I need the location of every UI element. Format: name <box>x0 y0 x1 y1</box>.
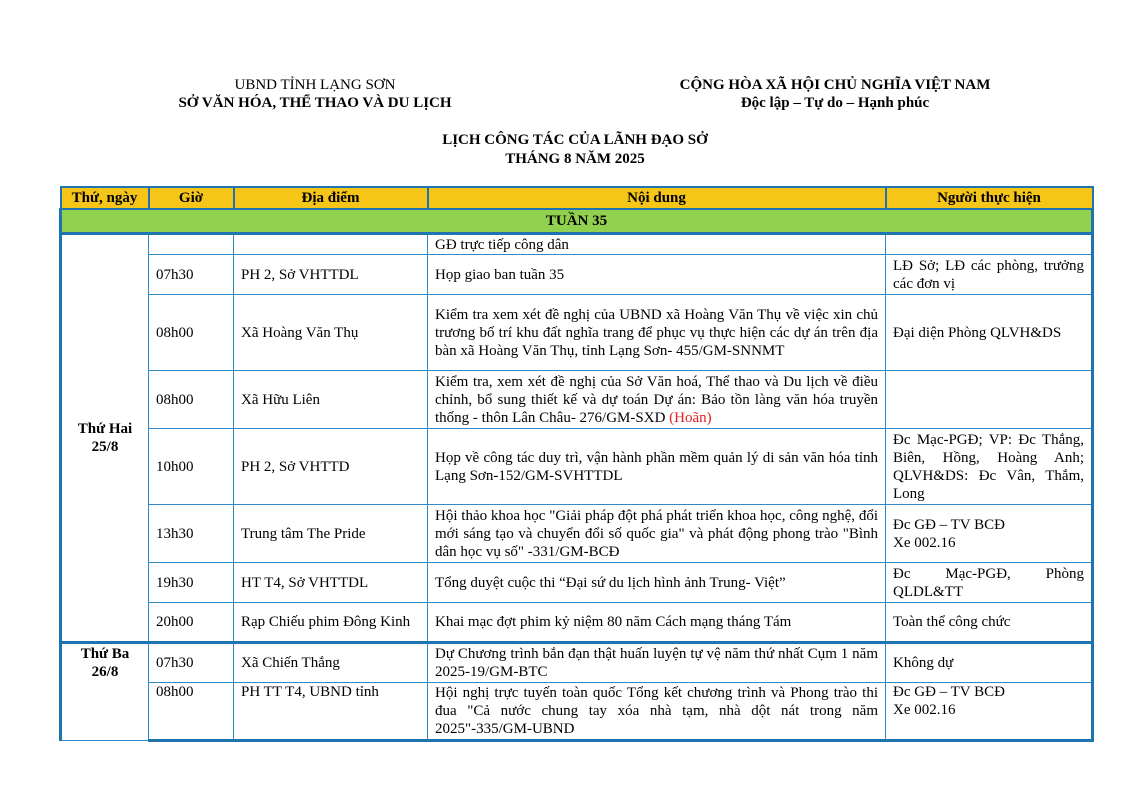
vehicle-line: Xe 002.16 <box>893 534 956 551</box>
day-date: 26/8 <box>91 664 119 680</box>
day-name: Thứ Ba <box>80 646 130 662</box>
content-cell: Tổng duyệt cuộc thi “Đại sứ du lịch hình ảnh Trung- Việt” <box>428 563 886 603</box>
person-cell: Đc Mạc-PGĐ; VP: Đc Thắng, Biên, Hồng, Hoàng Anh; QLVH&DS: Đc Vân, Thắm, Long <box>886 429 1093 505</box>
postponed-note: (Hoãn) <box>669 409 712 426</box>
place-cell: Trung tâm The Pride <box>234 505 428 563</box>
content-cell: Dự Chương trình bắn đạn thật huấn luyện tự vệ năm thứ nhất Cụm 1 năm 2025-19/GM-BTC <box>428 643 886 683</box>
table-row <box>61 429 1093 505</box>
col-header-time: Giờ <box>149 187 234 209</box>
col-header-day: Thứ, ngày <box>61 187 149 209</box>
day-cell-tuesday <box>61 643 149 741</box>
place-cell: Xã Hữu Liên <box>234 371 428 429</box>
vehicle-line: Xe 002.16 <box>893 702 956 718</box>
content-cell: Hội nghị trực tuyến toàn quốc Tổng kết chương trình và Phong trào thi đua "Cả nước chung tay xóa nhà tạm, nhà dột nát trong năm 2025"-335/GM-UBND <box>428 683 886 741</box>
table-row <box>61 643 1093 683</box>
place-cell: Xã Hoàng Văn Thụ <box>234 295 428 371</box>
person-line: Đc GĐ – TV BCĐ <box>893 516 1005 533</box>
person-cell: Đại diện Phòng QLVH&DS <box>886 295 1093 371</box>
place-cell: HT T4, Sở VHTTDL <box>234 563 428 603</box>
place-cell: PH 2, Sở VHTTDL <box>234 255 428 295</box>
content-cell: Họp giao ban tuần 35 <box>428 255 886 295</box>
table-row <box>61 683 1093 741</box>
title-line-2: THÁNG 8 NĂM 2025 <box>505 151 645 167</box>
col-header-content: Nội dung <box>428 187 886 209</box>
time-cell <box>149 234 234 255</box>
content-cell: GĐ trực tiếp công dân <box>428 234 886 255</box>
table-row <box>61 295 1093 371</box>
person-cell <box>886 683 1093 741</box>
time-cell: 20h00 <box>149 603 234 643</box>
national-header <box>630 76 1040 112</box>
table-row <box>61 563 1093 603</box>
document-title <box>300 131 850 169</box>
content-cell: Hội thảo khoa học "Giải pháp đột phá phát triển khoa học, công nghệ, đổi mới sáng tạo và chuyển đổi số quốc gia" và phát động phong trào "Bình dân học vụ số" -331/GM-BCĐ <box>428 505 886 563</box>
time-cell: 07h30 <box>149 255 234 295</box>
person-cell: Không dự <box>886 643 1093 683</box>
place-cell: Rạp Chiếu phim Đông Kinh <box>234 603 428 643</box>
time-cell: 08h00 <box>149 295 234 371</box>
week-label: TUẦN 35 <box>61 209 1093 234</box>
person-cell <box>886 234 1093 255</box>
national-motto: Độc lập – Tự do – Hạnh phúc <box>740 95 930 111</box>
content-cell <box>428 371 886 429</box>
person-cell <box>886 371 1093 429</box>
content-cell: Họp về công tác duy trì, vận hành phần mềm quản lý di sản văn hóa tỉnh Lạng Sơn-152/GM-SVHTTDL <box>428 429 886 505</box>
week-row <box>61 209 1093 234</box>
country-name: CỘNG HÒA XÃ HỘI CHỦ NGHĨA VIỆT NAM <box>679 77 991 93</box>
day-date: 25/8 <box>91 439 119 455</box>
time-cell: 10h00 <box>149 429 234 505</box>
col-header-place: Địa điểm <box>234 187 428 209</box>
col-header-person: Người thực hiện <box>886 187 1093 209</box>
person-line: Đc GĐ – TV BCĐ <box>893 684 1005 700</box>
table-row <box>61 234 1093 255</box>
table-row <box>61 255 1093 295</box>
department-name: SỞ VĂN HÓA, THỂ THAO VÀ DU LỊCH <box>178 95 452 111</box>
table-row <box>61 505 1093 563</box>
province-committee: UBND TỈNH LẠNG SƠN <box>234 77 396 93</box>
time-cell: 13h30 <box>149 505 234 563</box>
place-cell <box>234 234 428 255</box>
person-cell: Đc Mạc-PGĐ, Phòng QLDL&TT <box>886 563 1093 603</box>
content-cell: Khai mạc đợt phim kỷ niệm 80 năm Cách mạng tháng Tám <box>428 603 886 643</box>
agency-header <box>150 76 480 112</box>
time-cell: 07h30 <box>149 643 234 683</box>
person-cell: LĐ Sở; LĐ các phòng, trưởng các đơn vị <box>886 255 1093 295</box>
place-cell: PH 2, Sở VHTTD <box>234 429 428 505</box>
table-header-row <box>61 187 1093 209</box>
person-cell: Toàn thể công chức <box>886 603 1093 643</box>
place-cell: Xã Chiến Thắng <box>234 643 428 683</box>
time-cell: 19h30 <box>149 563 234 603</box>
schedule-table <box>59 186 1094 742</box>
day-name: Thứ Hai <box>77 421 133 437</box>
time-cell: 08h00 <box>149 371 234 429</box>
content-cell: Kiểm tra xem xét đề nghị của UBND xã Hoàng Văn Thụ về việc xin chủ trương bố trí khu đất nghĩa trang để phục vụ thực hiện các dự án trên địa bàn xã Hoàng Văn Thụ, tỉnh Lạng Sơn- 455/GM-SNNMT <box>428 295 886 371</box>
table-row <box>61 371 1093 429</box>
person-cell <box>886 505 1093 563</box>
content-text: Kiểm tra, xem xét đề nghị của Sở Văn hoá, Thể thao và Du lịch về điều chỉnh, bổ sung thiết kế và dự toán Dự án: Bảo tồn làng văn hóa truyền thống - thôn Lân Châu- 276/GM-SXD <box>435 373 878 426</box>
place-cell: PH TT T4, UBND tỉnh <box>234 683 428 741</box>
table-row <box>61 603 1093 643</box>
time-cell: 08h00 <box>149 683 234 741</box>
day-cell-monday <box>61 234 149 643</box>
title-line-1: LỊCH CÔNG TÁC CỦA LÃNH ĐẠO SỞ <box>442 132 708 148</box>
